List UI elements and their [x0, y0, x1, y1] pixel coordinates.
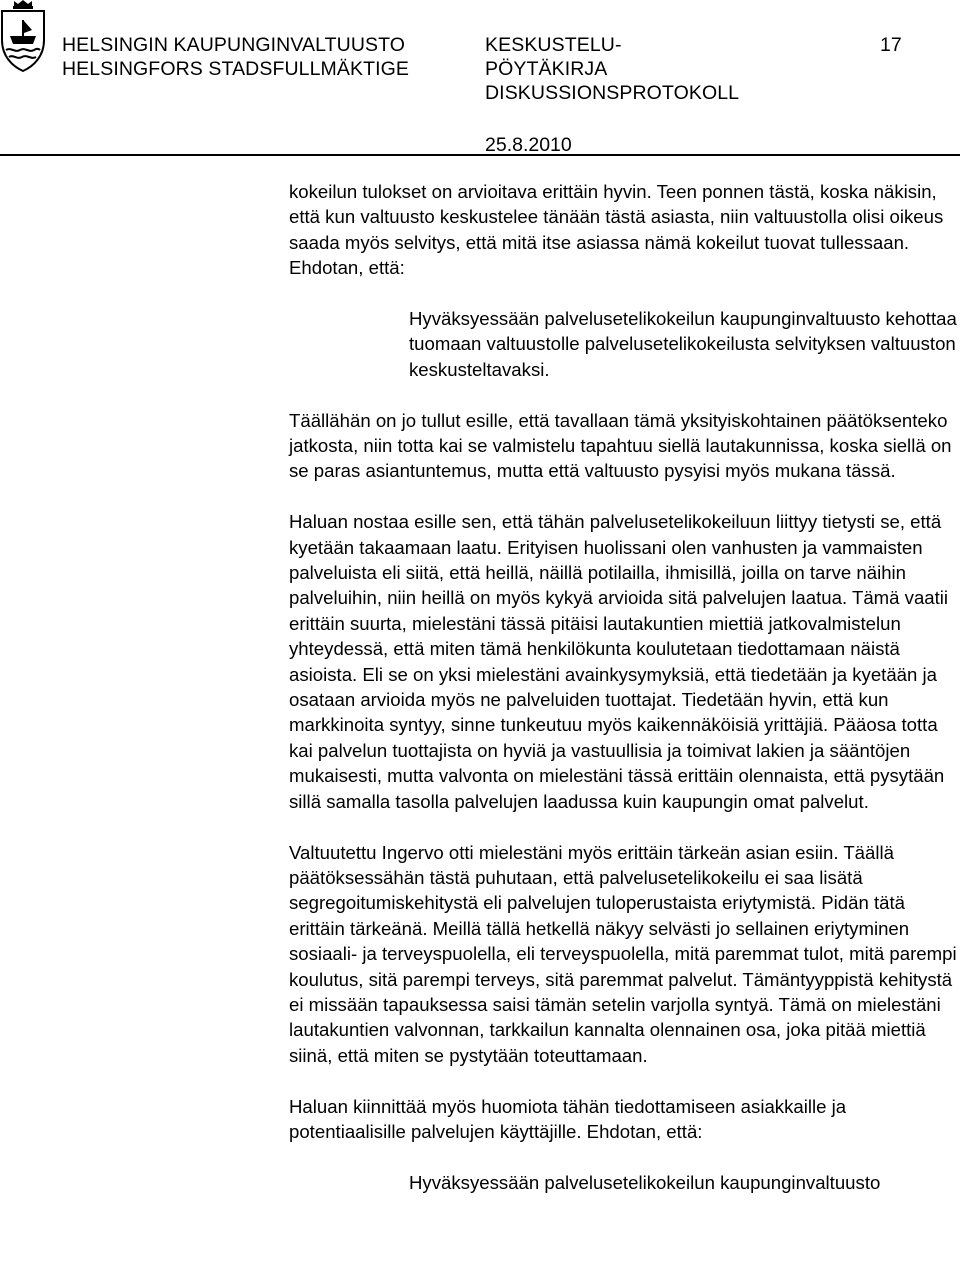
paragraph: Haluan nostaa esille sen, että tähän palvelusetelikokeiluun liittyy tietysti se, että kyetään takaamaan laatu. Erityisen huolissani olen vanhusten ja vammaisten palveluista eli siitä, että heillä, näillä potilailla, ihmisillä, joilla on tarve näihin palveluihin, niin heillä on myös kykyä arvioida sitä palvelujen laatua. Tämä vaatii erittäin suurta, mielestäni tässä pitäisi lautakuntien miettiä jatkovalmistelun yhteydessä, että miten tämä henkilökunta koulutetaan tiedottamaan näistä asioista. Eli se on yksi mielestäni avainkysymyksiä, että tiedetään ja kyetään ja osataan arvioida myös ne palveluiden tuottajat. Tiedetään hyvin, että kun markkinoita syntyy, sinne tunkeutuu myös kaikennäköisiä yrittäjiä. Pääosa totta kai palvelun tuottajista on hyviä ja vastuullisia ja toimivat lakien ja sääntöjen mukaisesti, mutta valvonta on mielestäni tässä erittäin olennaista, että pysytään sillä samalla tasolla palvelujen laadussa kuin kaupungin omat palvelut. — [289, 511, 949, 812]
paragraph: kokeilun tulokset on arvioitava erittäin hyvin. Teen ponnen tästä, koska näkisin, että kun valtuusto keskustelee tänään tästä asiasta, niin valtuustolla olisi oikeus saada myös selvitys, että mitä itse asiassa nämä kokeilut tuovat tullessaan. Ehdotan, että: — [289, 181, 944, 279]
paragraph: Haluan kiinnittää myös huomiota tähän tiedottamiseen asiakkaille ja potentiaalisille palvelujen käyttäjille. Ehdotan, että: — [289, 1095, 847, 1142]
transcript-body — [289, 179, 957, 1195]
document-date: 25.8.2010 — [485, 134, 572, 156]
document-type-line-3: DISKUSSIONSPROTOKOLL — [485, 82, 740, 104]
document-type-line-1: KESKUSTELU- — [485, 34, 622, 56]
organization-name-swedish: HELSINGFORS STADSFULLMÄKTIGE — [62, 58, 410, 80]
motion-text: Hyväksyessään palvelusetelikokeilun kaupunginvaltuusto — [409, 1171, 881, 1193]
paragraph: Valtuutettu Ingervo otti mielestäni myös erittäin tärkeän asian esiin. Täällä päätöksessähän tästä puhutaan, että palvelusetelikokeilu ei saa lisätä segregoitumiskehitystä eli palvelujen tuloperustaista eriytymistä. Pidän tätä erittäin tärkeänä. Meillä tällä hetkellä näkyy selvästi jo sellainen eriytyminen sosiaali- ja terveyspuolella, eli terveyspuolella, mitä paremmat tulot, mitä parempi koulutus, sitä parempi terveys, sitä paremmat palvelut. Tämäntyyppistä kehitystä ei missään tapauksessa saisi tämän setelin varjolla syntyä. Tämä on mielestäni lautakuntien valvonnan, tarkkailun kannalta olennainen osa, joka pitää miettiä siinä, että miten se pystytään toteuttamaan. — [289, 841, 957, 1066]
organization-name — [62, 33, 409, 81]
document-type — [485, 33, 739, 105]
page-number: 17 — [880, 34, 902, 56]
header-divider — [0, 154, 960, 156]
helsinki-coat-of-arms-logo — [0, 0, 46, 72]
organization-name-finnish: HELSINGIN KAUPUNGINVALTUUSTO — [62, 34, 406, 56]
paragraph: Täällähän on jo tullut esille, että tavallaan tämä yksityiskohtainen päätöksenteko jatkosta, niin totta kai se valmistelu tapahtuu siellä lautakunnissa, koska siellä on se paras asiantuntemus, mutta että valtuusto pysyisi myös mukana tässä. — [289, 409, 952, 482]
motion-text: Hyväksyessään palvelusetelikokeilun kaupunginvaltuusto kehottaa tuomaan valtuustolle palvelusetelikokeilusta selvityksen valtuuston keskusteltavaksi. — [409, 308, 957, 380]
document-type-line-2: PÖYTÄKIRJA — [485, 58, 608, 80]
